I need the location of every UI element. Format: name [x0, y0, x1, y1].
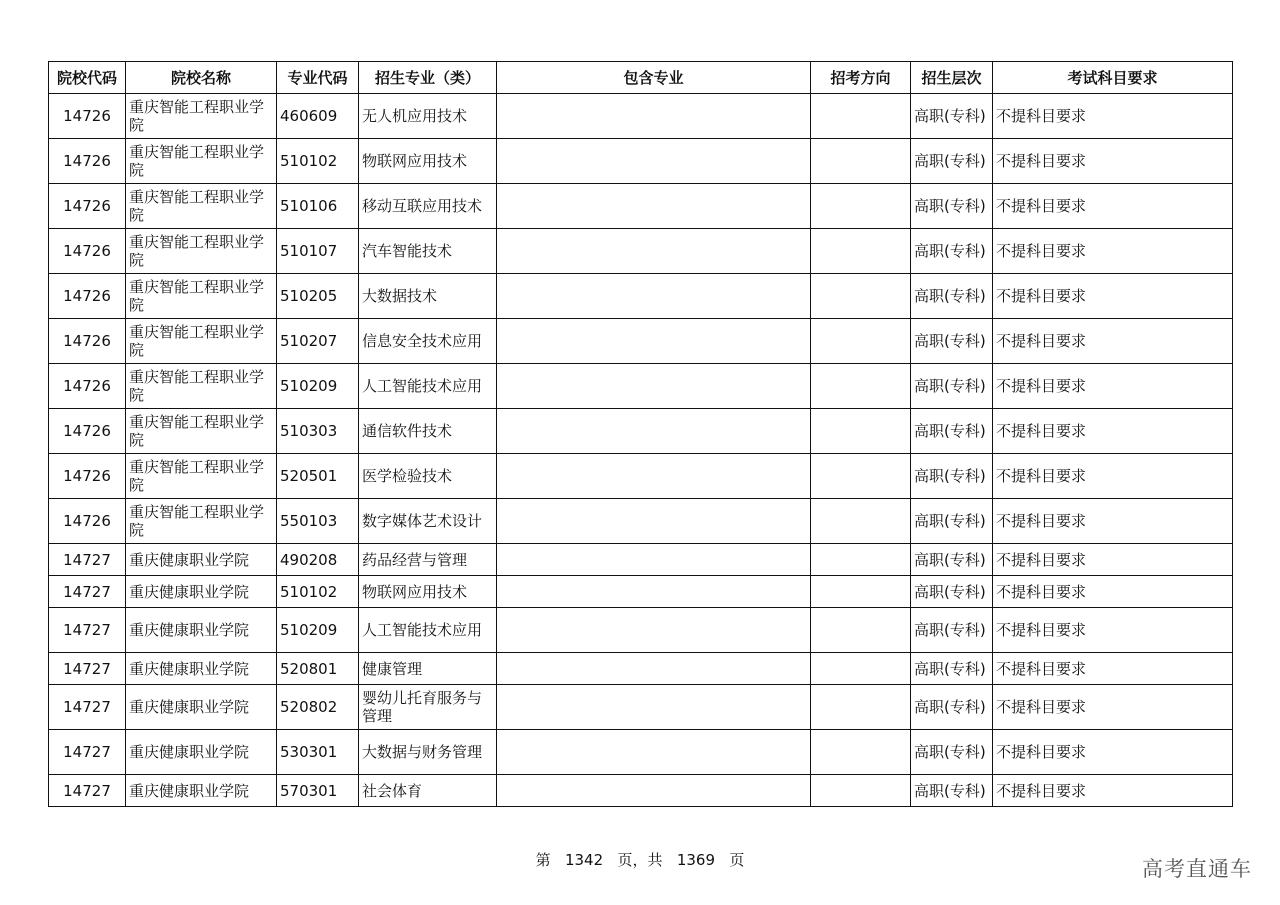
cell-level: 高职(专科) — [911, 364, 993, 409]
watermark-text: 高考直通车 — [1142, 857, 1252, 881]
cell-included-majors — [497, 184, 811, 229]
cell-major: 移动互联应用技术 — [359, 184, 497, 229]
cell-school-code: 14727 — [49, 576, 126, 608]
cell-level: 高职(专科) — [911, 775, 993, 807]
cell-major: 信息安全技术应用 — [359, 319, 497, 364]
cell-school-code: 14726 — [49, 499, 126, 544]
table-row — [49, 775, 1233, 807]
cell-school-name: 重庆智能工程职业学院 — [126, 94, 277, 139]
cell-direction — [811, 319, 911, 364]
cell-school-name: 重庆智能工程职业学院 — [126, 499, 277, 544]
cell-school-name: 重庆智能工程职业学院 — [126, 139, 277, 184]
cell-major: 通信软件技术 — [359, 409, 497, 454]
cell-school-code: 14726 — [49, 184, 126, 229]
footer-page-number: 1342 — [564, 851, 604, 869]
cell-major: 药品经营与管理 — [359, 544, 497, 576]
cell-school-code: 14727 — [49, 544, 126, 576]
cell-level: 高职(专科) — [911, 730, 993, 775]
cell-school-name: 重庆智能工程职业学院 — [126, 364, 277, 409]
cell-major-code: 570301 — [277, 775, 359, 807]
header-direction: 招考方向 — [811, 62, 911, 94]
cell-subject-requirement: 不提科目要求 — [993, 653, 1233, 685]
cell-subject-requirement: 不提科目要求 — [993, 319, 1233, 364]
cell-school-name: 重庆健康职业学院 — [126, 685, 277, 730]
cell-level: 高职(专科) — [911, 139, 993, 184]
cell-included-majors — [497, 229, 811, 274]
cell-major-code: 510207 — [277, 319, 359, 364]
cell-direction — [811, 653, 911, 685]
cell-subject-requirement: 不提科目要求 — [993, 576, 1233, 608]
cell-school-code: 14726 — [49, 364, 126, 409]
cell-direction — [811, 139, 911, 184]
table-row — [49, 139, 1233, 184]
cell-direction — [811, 685, 911, 730]
cell-level: 高职(专科) — [911, 229, 993, 274]
cell-school-code: 14726 — [49, 409, 126, 454]
table-row — [49, 730, 1233, 775]
cell-major: 大数据技术 — [359, 274, 497, 319]
cell-subject-requirement: 不提科目要求 — [993, 544, 1233, 576]
cell-direction — [811, 184, 911, 229]
header-row — [49, 62, 1233, 94]
cell-school-code: 14726 — [49, 94, 126, 139]
cell-school-code: 14726 — [49, 139, 126, 184]
cell-major: 医学检验技术 — [359, 454, 497, 499]
cell-school-name: 重庆健康职业学院 — [126, 576, 277, 608]
cell-level: 高职(专科) — [911, 319, 993, 364]
cell-included-majors — [497, 454, 811, 499]
cell-subject-requirement: 不提科目要求 — [993, 685, 1233, 730]
cell-major-code: 510107 — [277, 229, 359, 274]
table-row — [49, 499, 1233, 544]
cell-included-majors — [497, 653, 811, 685]
footer-middle: 页，共 — [617, 851, 663, 869]
cell-school-name: 重庆健康职业学院 — [126, 544, 277, 576]
cell-included-majors — [497, 775, 811, 807]
cell-direction — [811, 94, 911, 139]
cell-subject-requirement: 不提科目要求 — [993, 608, 1233, 653]
cell-major: 大数据与财务管理 — [359, 730, 497, 775]
cell-major: 数字媒体艺术设计 — [359, 499, 497, 544]
cell-school-code: 14726 — [49, 454, 126, 499]
cell-subject-requirement: 不提科目要求 — [993, 409, 1233, 454]
cell-major-code: 550103 — [277, 499, 359, 544]
header-major-code: 专业代码 — [277, 62, 359, 94]
cell-major: 物联网应用技术 — [359, 139, 497, 184]
cell-subject-requirement: 不提科目要求 — [993, 364, 1233, 409]
cell-included-majors — [497, 409, 811, 454]
table-row — [49, 319, 1233, 364]
cell-direction — [811, 576, 911, 608]
cell-subject-requirement: 不提科目要求 — [993, 184, 1233, 229]
cell-subject-requirement: 不提科目要求 — [993, 139, 1233, 184]
cell-included-majors — [497, 139, 811, 184]
table-row — [49, 184, 1233, 229]
cell-direction — [811, 730, 911, 775]
cell-direction — [811, 274, 911, 319]
cell-major-code: 510303 — [277, 409, 359, 454]
cell-major-code: 510209 — [277, 608, 359, 653]
cell-school-name: 重庆智能工程职业学院 — [126, 319, 277, 364]
cell-school-code: 14727 — [49, 608, 126, 653]
cell-school-code: 14727 — [49, 653, 126, 685]
table-row — [49, 229, 1233, 274]
cell-major-code: 490208 — [277, 544, 359, 576]
cell-major-code: 510106 — [277, 184, 359, 229]
cell-included-majors — [497, 544, 811, 576]
cell-direction — [811, 775, 911, 807]
cell-major-code: 530301 — [277, 730, 359, 775]
cell-subject-requirement: 不提科目要求 — [993, 274, 1233, 319]
admissions-table — [48, 61, 1233, 807]
cell-major: 人工智能技术应用 — [359, 608, 497, 653]
cell-school-code: 14726 — [49, 229, 126, 274]
header-school-name: 院校名称 — [126, 62, 277, 94]
cell-level: 高职(专科) — [911, 454, 993, 499]
cell-major-code: 520501 — [277, 454, 359, 499]
cell-subject-requirement: 不提科目要求 — [993, 229, 1233, 274]
cell-school-name: 重庆智能工程职业学院 — [126, 409, 277, 454]
table-row — [49, 576, 1233, 608]
cell-level: 高职(专科) — [911, 576, 993, 608]
cell-school-name: 重庆健康职业学院 — [126, 730, 277, 775]
table-row — [49, 653, 1233, 685]
cell-school-code: 14726 — [49, 319, 126, 364]
cell-direction — [811, 499, 911, 544]
cell-subject-requirement: 不提科目要求 — [993, 94, 1233, 139]
cell-level: 高职(专科) — [911, 653, 993, 685]
cell-level: 高职(专科) — [911, 409, 993, 454]
cell-major: 物联网应用技术 — [359, 576, 497, 608]
header-major: 招生专业（类） — [359, 62, 497, 94]
table-row — [49, 274, 1233, 319]
cell-included-majors — [497, 730, 811, 775]
cell-direction — [811, 454, 911, 499]
cell-school-code: 14727 — [49, 685, 126, 730]
cell-school-code: 14726 — [49, 274, 126, 319]
cell-level: 高职(专科) — [911, 685, 993, 730]
header-included-majors: 包含专业 — [497, 62, 811, 94]
cell-major-code: 520801 — [277, 653, 359, 685]
cell-major-code: 460609 — [277, 94, 359, 139]
footer-total-pages: 1369 — [676, 851, 716, 869]
cell-direction — [811, 608, 911, 653]
footer-prefix: 第 — [535, 851, 551, 869]
cell-direction — [811, 409, 911, 454]
header-level: 招生层次 — [911, 62, 993, 94]
table-row — [49, 409, 1233, 454]
cell-major: 人工智能技术应用 — [359, 364, 497, 409]
cell-included-majors — [497, 319, 811, 364]
cell-included-majors — [497, 608, 811, 653]
table-row — [49, 544, 1233, 576]
cell-included-majors — [497, 364, 811, 409]
cell-major-code: 510102 — [277, 139, 359, 184]
footer-suffix: 页 — [729, 851, 745, 869]
cell-level: 高职(专科) — [911, 274, 993, 319]
cell-school-code: 14727 — [49, 730, 126, 775]
cell-included-majors — [497, 685, 811, 730]
cell-level: 高职(专科) — [911, 608, 993, 653]
cell-school-name: 重庆健康职业学院 — [126, 775, 277, 807]
table-body — [49, 94, 1233, 807]
cell-level: 高职(专科) — [911, 544, 993, 576]
cell-major-code: 510209 — [277, 364, 359, 409]
cell-major: 社会体育 — [359, 775, 497, 807]
cell-major: 汽车智能技术 — [359, 229, 497, 274]
cell-level: 高职(专科) — [911, 94, 993, 139]
cell-direction — [811, 544, 911, 576]
cell-major: 婴幼儿托育服务与管理 — [359, 685, 497, 730]
header-school-code: 院校代码 — [49, 62, 126, 94]
cell-major: 健康管理 — [359, 653, 497, 685]
cell-school-name: 重庆智能工程职业学院 — [126, 454, 277, 499]
cell-major: 无人机应用技术 — [359, 94, 497, 139]
cell-direction — [811, 229, 911, 274]
table-row — [49, 608, 1233, 653]
cell-subject-requirement: 不提科目要求 — [993, 730, 1233, 775]
cell-major-code: 510102 — [277, 576, 359, 608]
page-footer — [0, 849, 1280, 870]
header-subject-requirement: 考试科目要求 — [993, 62, 1233, 94]
cell-included-majors — [497, 499, 811, 544]
cell-direction — [811, 364, 911, 409]
cell-subject-requirement: 不提科目要求 — [993, 775, 1233, 807]
cell-subject-requirement: 不提科目要求 — [993, 454, 1233, 499]
cell-school-name: 重庆智能工程职业学院 — [126, 229, 277, 274]
table-row — [49, 454, 1233, 499]
cell-major-code: 520802 — [277, 685, 359, 730]
cell-level: 高职(专科) — [911, 499, 993, 544]
cell-included-majors — [497, 576, 811, 608]
cell-school-code: 14727 — [49, 775, 126, 807]
table-row — [49, 364, 1233, 409]
cell-level: 高职(专科) — [911, 184, 993, 229]
cell-school-name: 重庆智能工程职业学院 — [126, 184, 277, 229]
cell-school-name: 重庆智能工程职业学院 — [126, 274, 277, 319]
cell-included-majors — [497, 274, 811, 319]
cell-school-name: 重庆健康职业学院 — [126, 653, 277, 685]
cell-school-name: 重庆健康职业学院 — [126, 608, 277, 653]
cell-subject-requirement: 不提科目要求 — [993, 499, 1233, 544]
table-row — [49, 685, 1233, 730]
cell-included-majors — [497, 94, 811, 139]
table-row — [49, 94, 1233, 139]
cell-major-code: 510205 — [277, 274, 359, 319]
